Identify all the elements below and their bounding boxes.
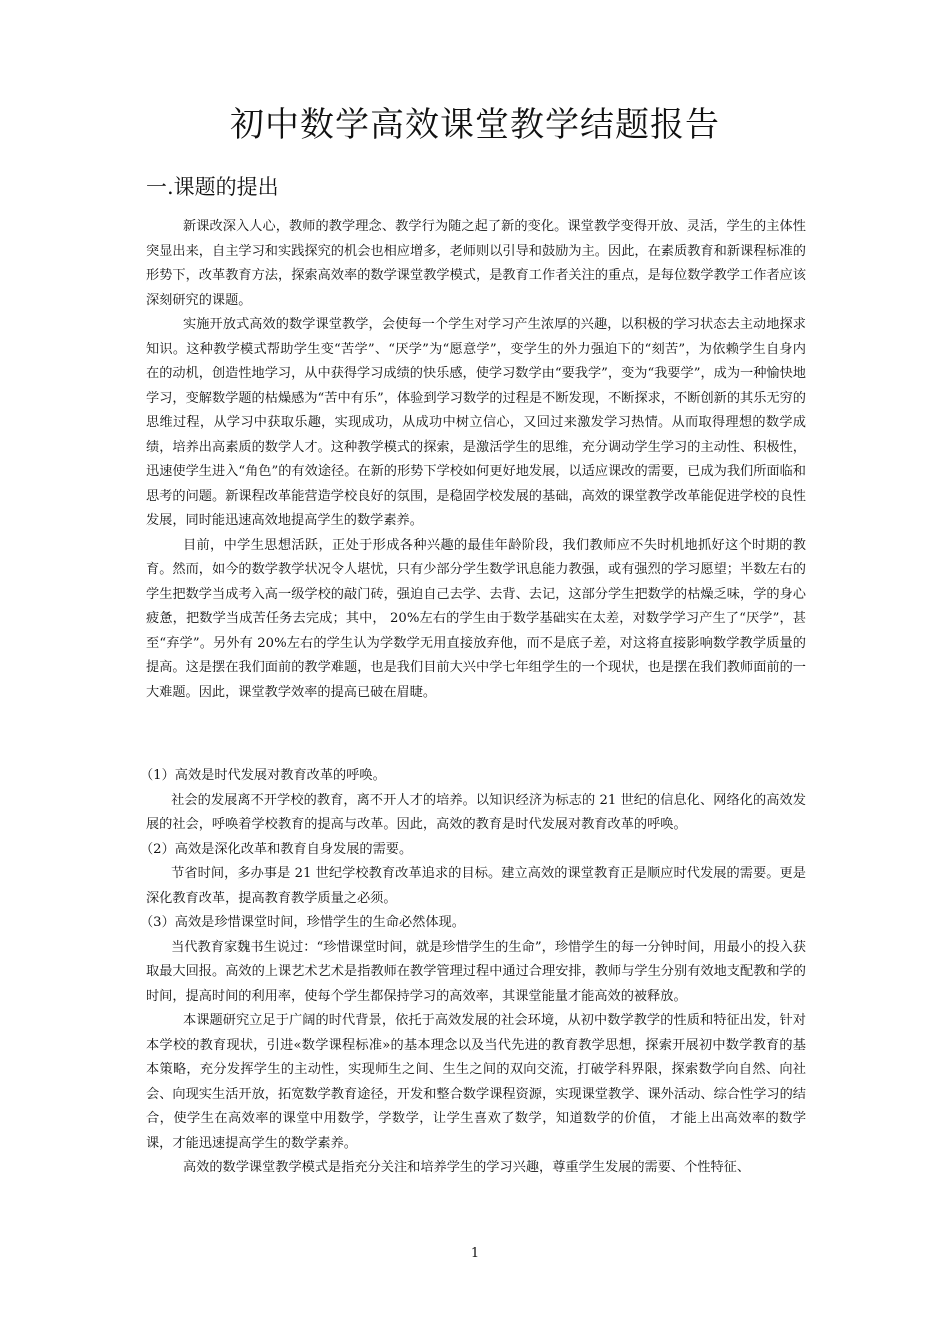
paragraph: 本课题研究立足于广阔的时代背景，依托于高效发展的社会环境，从初中数学教学的性质和特征出发，针对本学校的教育现状，引进«数学课程标准»的基本理念以及当代先进的教育教学思想，探索开展初中数学教育的基本策略，充分发挥学生的主动性，实现师生之间、生生之间的双向交流，打破学科界限，探索数学向自然、向社会、向现实生活开放，拓宽数学教育途径，开发和整合数学课程资源，实现课堂教学、课外活动、综合性学习的结合，使学生在高效率的课堂中用数学，学数学，让学生喜欢了数学，知道数学的价值， 才能上出高效率的数学课，才能迅速提高学生的数学素养。 [146,1013,806,1151]
paragraph: 高效的数学课堂教学模式是指充分关注和培养学生的学习兴趣，尊重学生发展的需要、个性特征、 [182,1160,751,1175]
point-heading: （1）高效是时代发展对教育改革的呼唤。 [140,768,386,783]
point-heading: （2）高效是深化改革和教育自身发展的需要。 [140,841,413,857]
point-text: 节省时间，多办事是 21 世纪学校教育改革追求的目标。建立高效的课堂教育正是顺应时代发展的需要。更是深化教育改革，提高教育教学质量之必须。 [146,866,806,906]
document-title: 初中数学高效课堂教学结题报告 [230,105,720,145]
paragraph: 新课改深入人心，教师的教学理念、教学行为随之起了新的变化。课堂教学变得开放、灵活，学生的主体性突显出来，自主学习和实践探究的机会也相应增多，老师则以引导和鼓励为主。因此，在素质教育和新课程标准的形势下，改革教育方法，探索高效率的数学课堂教学模式，是教育工作者关注的重点，是每位数学教学工作者应该深刻研究的课题。 [146,219,806,308]
paragraph: 实施开放式高效的数学课堂教学，会使每一个学生对学习产生浓厚的兴趣，以积极的学习状态去主动地探求知识。这种教学模式帮助学生变“苦学”、“厌学”为“愿意学”，变学生的外力强迫下的“刻苦”，为依赖学生自身内在的动机，创造性地学习，从中获得学习成绩的快乐感，使学习数学由“要我学”，变为“我要学”，成为一种愉快地学习，变解数学题的枯燥感为“苦中有乐”，体验到学习数学的过程是不断发现，不断探求，不断创新的其乐无穷的思维过程，从学习中获取乐趣，实现成功，从成功中树立信心，又回过来激发学习热情。从而取得理想的数学成绩，培养出高素质的数学人才。这种教学模式的探索，是激活学生的思维，充分调动学生学习的主动性、积极性，迅速使学生进入“角色”的有效途径。在新的形势下学校如何更好地发展，以适应课改的需要，已成为我们所面临和思考的问题。新课程改革能营造学校良好的氛围，是稳固学校发展的基础，高效的课堂教学改革能促进学校的良性发展，同时能迅速高效地提高学生的数学素养。 [146,317,806,528]
point-text: 当代教育家魏书生说过：“珍惜课堂时间，就是珍惜学生的生命”，珍惜学生的每一分钟时间，用最小的投入获取最大回报。高效的上课艺术艺术是指教师在教学管理过程中通过合理安排，教师与学生分别有效地支配教和学的时间，提高时间的利用率，使每个学生都保持学习的高效率，其课堂能量才能高效的被释放。 [146,939,806,1004]
point-heading: （3）高效是珍惜课堂时间，珍惜学生的生命必然体现。 [140,915,465,930]
section-heading: 一.课题的提出 [146,175,279,199]
intro-text-block [146,215,806,705]
point-text: 社会的发展离不开学校的教育，离不开人才的培养。以知识经济为标志的 21 世纪的信息化、网络化的高效发展的社会，呼唤着学校教育的提高与改革。因此，高效的教育是时代发展对教育改革的呼唤。 [146,792,806,832]
paragraph: 目前，中学生思想活跃，正处于形成各种兴趣的最佳年龄阶段，我们教师应不失时机地抓好这个时期的教育。然而，如今的数学教学状况令人堪忧，只有少部分学生数学讯息能力教强，或有强烈的学习愿望；半数左右的学生把数学当成考入高一级学校的敲门砖，强迫自己去学、去背、去记，这部分学生把数学的枯燥乏味，学的身心疲惫，把数学当成苦任务去完成；其中， 20%左右的学生由于数学基础实在太差，对数学学习产生了“厌学”，甚至“弃学”。另外有 20%左右的学生认为学数学无用直接放弃他，而不是底子差，对这将直接影响数学教学质量的提高。这是摆在我们面前的教学难题，也是我们目前大兴中学七年组学生的一个现状，也是摆在我们教师面前的一大难题。因此，课堂教学效率的提高已破在眉睫。 [146,537,806,700]
points-text-block [140,764,806,1181]
page-number: 1 [470,1246,480,1261]
